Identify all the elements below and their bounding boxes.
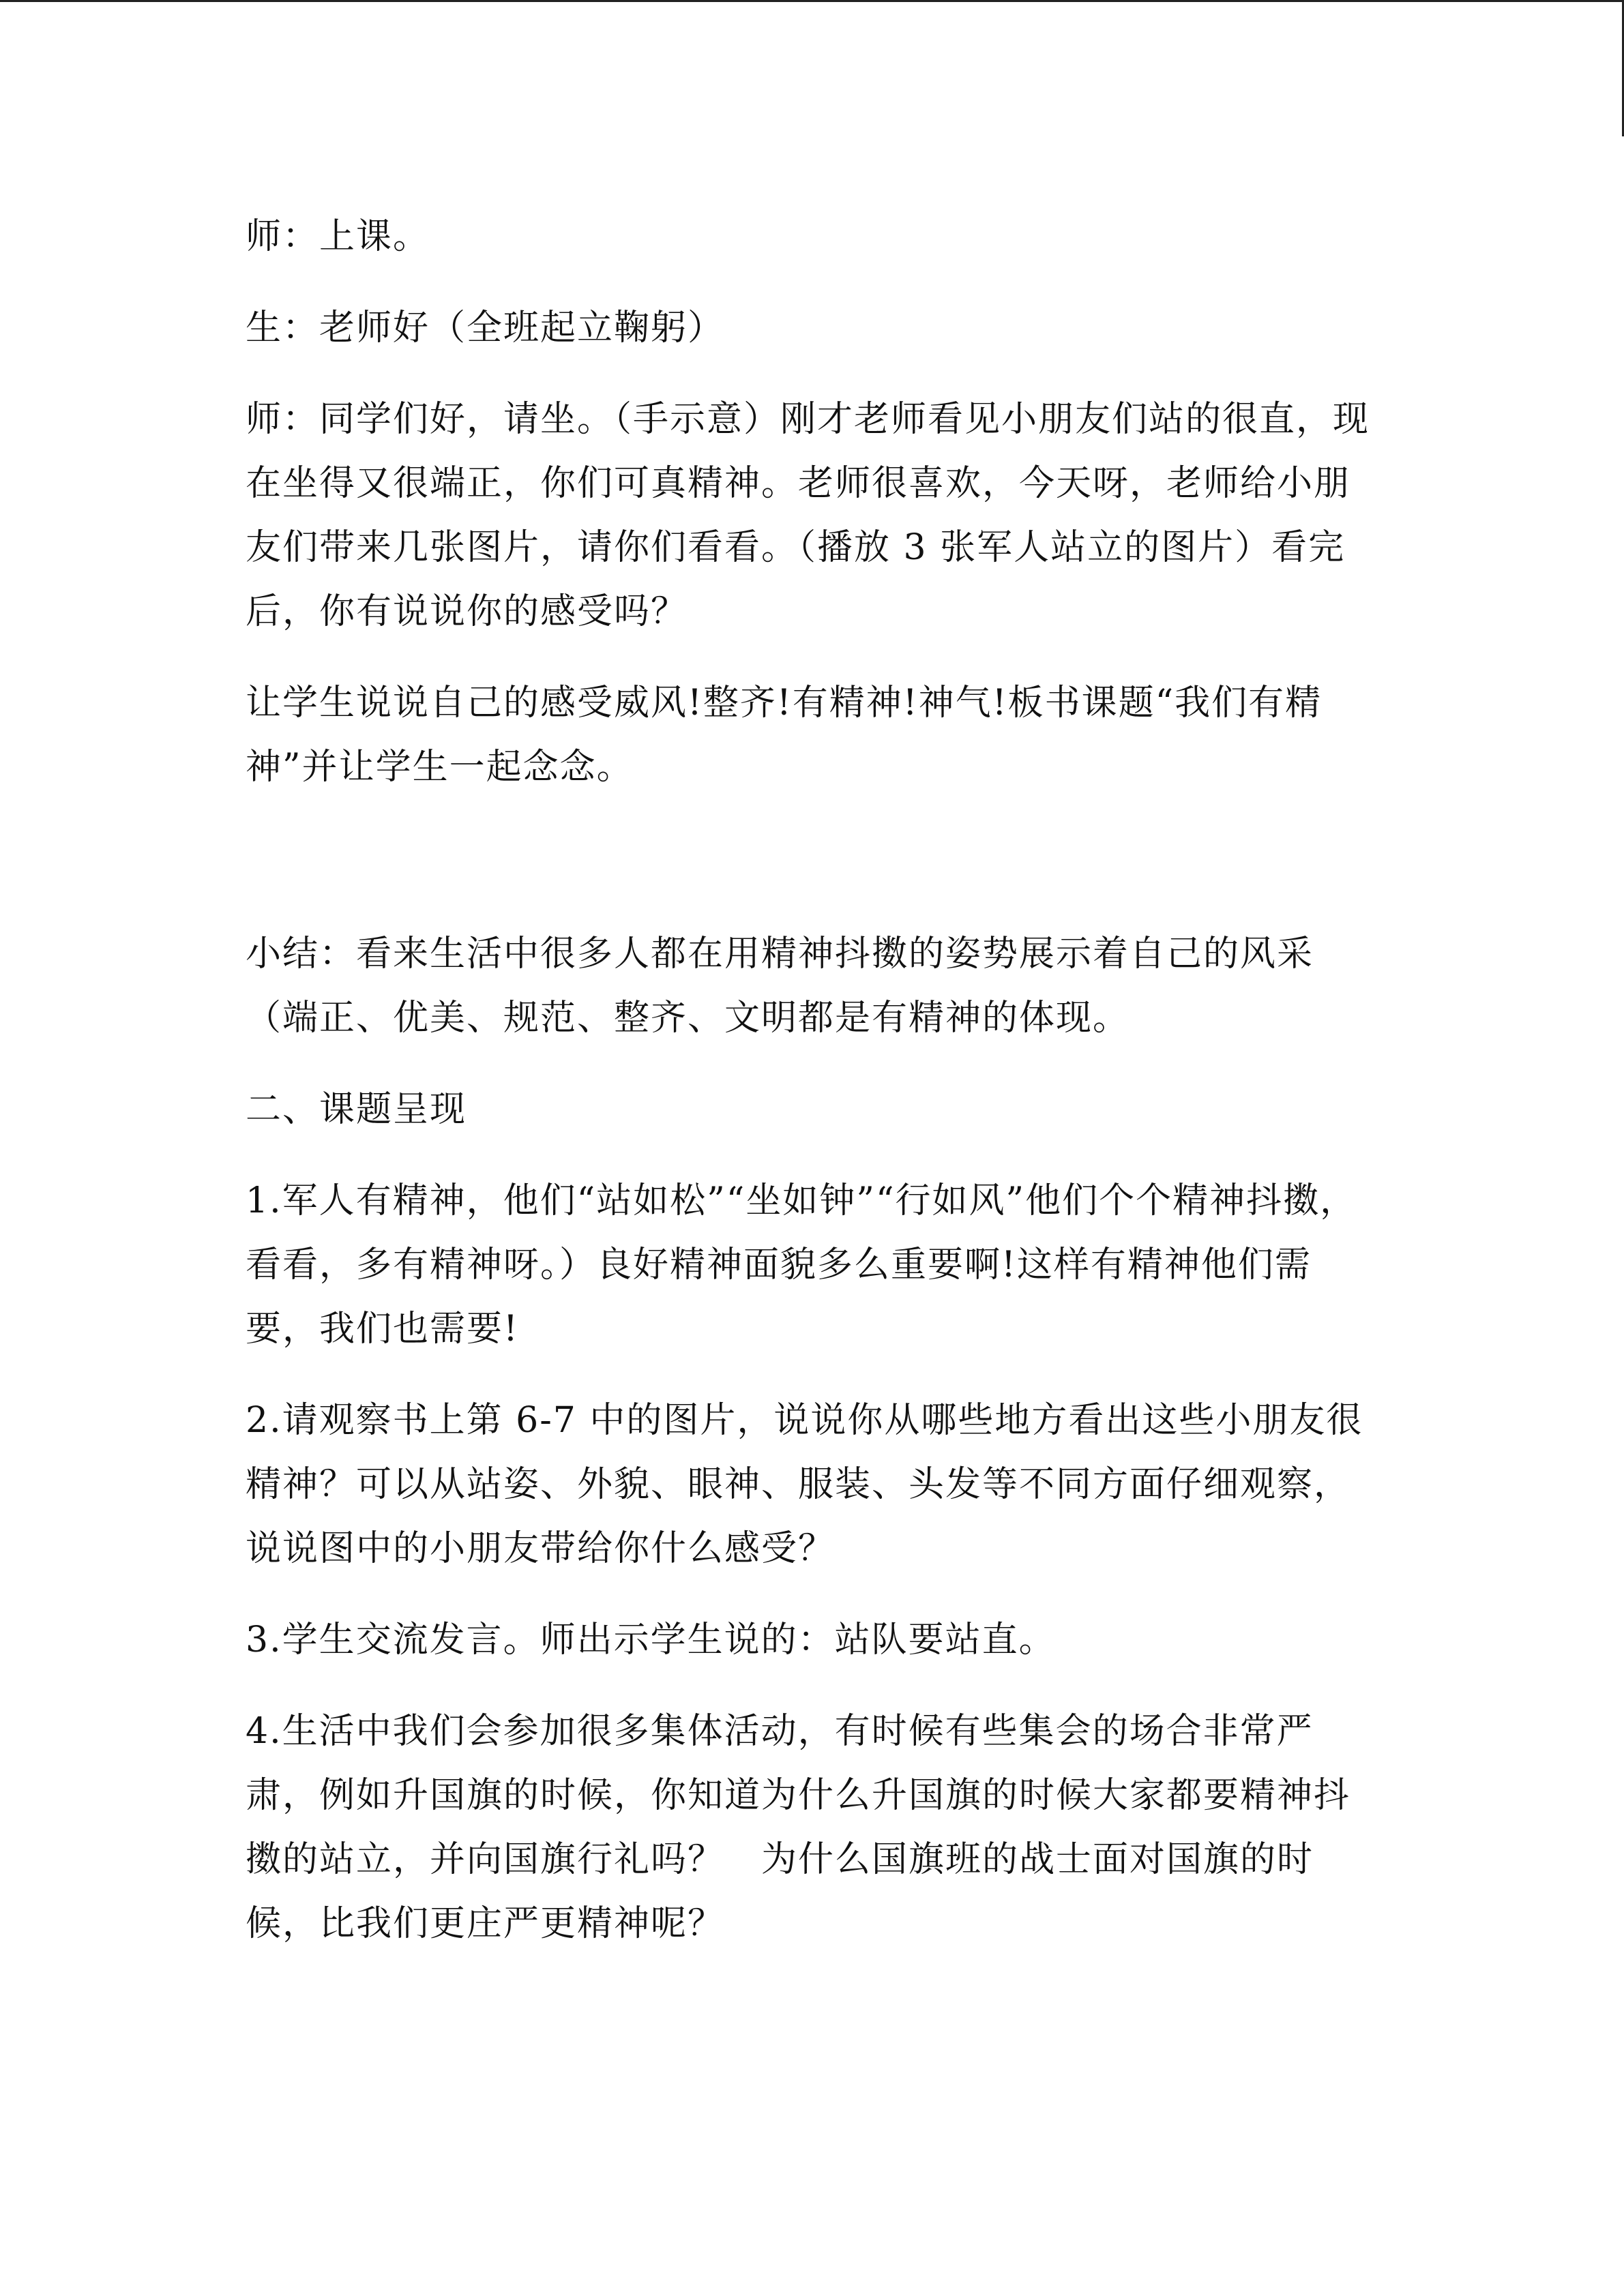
list-item-4: 4.生活中我们会参加很多集体活动，有时候有些集会的场合非常严肃，例如升国旗的时候，你知道为什么升国旗的时候大家都要精神抖擞的站立，并向国旗行礼吗？ 为什么国旗班的战士面对国旗的时候，比我们更庄严更精神呢？ — [246, 1711, 1351, 1944]
paragraph-teacher-start-class: 师：上课。 — [246, 216, 430, 257]
list-item-2: 2.请观察书上第 6-7 中的图片，说说你从哪些地方看出这些小朋友很精神？可以从站姿、外貌、眼神、服装、头发等不同方面仔细观察，说说图中的小朋友带给你什么感受？ — [246, 1400, 1363, 1569]
list-item-3: 3.学生交流发言。师出示学生说的：站队要站直。 — [246, 1620, 1056, 1660]
section-heading-topic: 二、课题呈现 — [246, 1089, 467, 1130]
paragraph-student-feelings: 让学生说说自己的感受威风!整齐!有精神!神气!板书课题“我们有精神”并让学生一起念念。 — [246, 683, 1323, 788]
paragraph-students-greet: 生：老师好（全班起立鞠躬） — [246, 308, 725, 348]
document-body — [246, 205, 1378, 1983]
blank-line — [246, 826, 1378, 922]
page-top-border — [0, 0, 1624, 2]
paragraph-summary: 小结：看来生活中很多人都在用精神抖擞的姿势展示着自己的风采（端正、优美、规范、整齐、文明都是有精神的体现。 — [246, 934, 1314, 1039]
paragraph-teacher-intro: 师：同学们好，请坐。（手示意）刚才老师看见小朋友们站的很直，现在坐得又很端正，你们可真精神。老师很喜欢，今天呀，老师给小朋友们带来几张图片，请你们看看。（播放 3 张军人站立的图片）看完后，你有说说你的感受吗？ — [246, 399, 1370, 632]
list-item-1: 1.军人有精神，他们“站如松”“坐如钟”“行如风”他们个个精神抖擞，看看，多有精神呀。）良好精神面貌多么重要啊!这样有精神他们需要，我们也需要! — [246, 1180, 1357, 1350]
